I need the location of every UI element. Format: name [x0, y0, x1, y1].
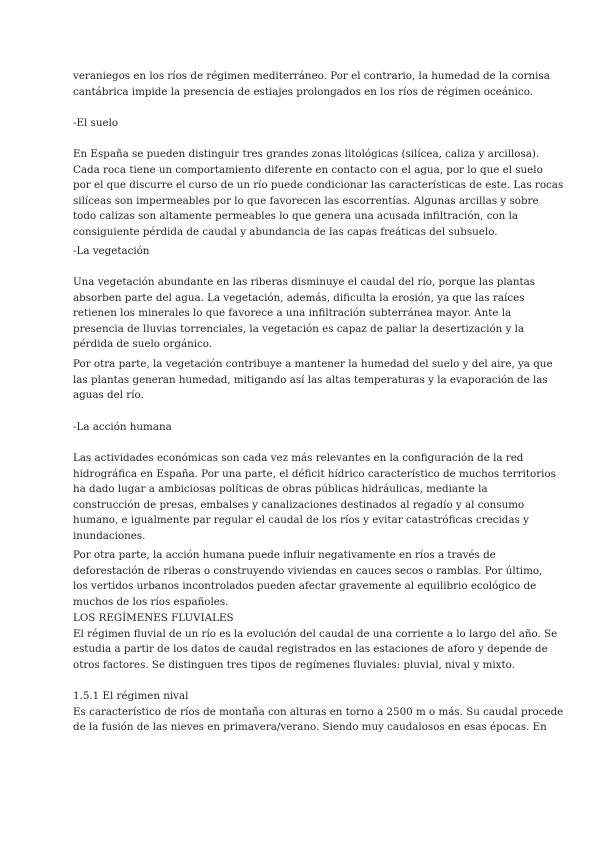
- text-line: El régimen fluvial de un río es la evolución del caudal de una corriente a lo largo del año. Se: [73, 627, 558, 640]
- paragraph-suelo: [73, 147, 564, 241]
- text-line: retienen los minerales lo que favorece a una infiltración subterránea mayor. Ante la: [73, 307, 512, 320]
- section-regimen-nival: [73, 689, 564, 736]
- section-heading: LOS REGÍMENES FLUVIALES: [73, 612, 234, 624]
- text-line: Las actividades económicas son cada vez más relevantes en la configuración de la red: [73, 452, 524, 464]
- text-line: Una vegetación abundante en las riberas disminuye el caudal del río, porque las plantas: [73, 276, 536, 288]
- text-line: humano, e igualmente par regular el caudal de los ríos y evitar catastróficas crecidas y: [73, 514, 529, 527]
- text-line: presencia de lluvias torrenciales, la vegetación es capaz de paliar la desertización y la: [73, 322, 525, 335]
- heading-text: -La vegetación: [73, 245, 150, 257]
- heading-text: -El suelo: [73, 117, 119, 129]
- text-line: estudia a partir de los datos de caudal registrados en las estaciones de aforo y depende de: [73, 643, 548, 656]
- text-line: ha dado lugar a ambiciosas políticas de obras públicas hidráulicas, mediante la: [73, 483, 488, 496]
- heading-text: -La acción humana: [73, 421, 172, 433]
- heading-la-vegetacion: [73, 244, 533, 260]
- text-line: Por otra parte, la acción humana puede influir negativamente en ríos a través de: [73, 549, 496, 561]
- text-line: hidrográfica en España. Por una parte, el déficit hídrico característico de muchos territorios: [73, 467, 556, 480]
- section-heading: 1.5.1 El régimen nival: [73, 690, 189, 702]
- text-line: Es característico de ríos de montaña con alturas en torno a 2500 m o más. Su caudal procede: [73, 705, 564, 718]
- text-line: Cada roca tiene un comportamiento diferente en contacto con el agua, por lo que el suelo: [73, 163, 543, 176]
- text-line: las plantas generan humedad, mitigando así las altas temperaturas y la evaporación de las: [73, 373, 548, 386]
- text-line: los vertidos urbanos incontrolados pueden afectar gravemente al equilibrio ecológico de: [73, 580, 537, 593]
- text-line: absorben parte del agua. La vegetación, además, dificulta la erosión, ya que las raíces: [73, 291, 525, 304]
- text-line: consiguiente pérdida de caudal y abundancia de las capas freáticas del subsuelo.: [73, 225, 498, 238]
- paragraph-accion-humana-2: [73, 548, 543, 610]
- text-line: veraniegos en los ríos de régimen mediterráneo. Por el contrario, la humedad de la cornisa: [73, 70, 550, 82]
- text-line: inundaciones.: [73, 529, 146, 542]
- text-line: otros factores. Se distinguen tres tipos de regímenes fluviales: pluvial, nival y mixto.: [73, 658, 515, 671]
- text-line: deforestación de riberas o construyendo viviendas en cauces secos o ramblas. Por último,: [73, 564, 543, 577]
- text-line: aguas del río.: [73, 389, 144, 402]
- section-regimenes-fluviales: [73, 611, 558, 673]
- heading-la-accion-humana: [73, 420, 533, 436]
- paragraph-vegetacion-1: [73, 275, 536, 353]
- text-line: silíceas son impermeables por lo que favorecen las escorrentías. Algunas arcillas y sobre: [73, 194, 539, 207]
- text-line: En España se pueden distinguir tres grandes zonas litológicas (silícea, caliza y arcillosa).: [73, 148, 540, 160]
- text-line: de la fusión de las nieves en primavera/verano. Siendo muy caudalosos en esas épocas. En: [73, 721, 547, 734]
- paragraph-accion-humana-1: [73, 451, 556, 545]
- text-line: muchos de los ríos españoles.: [73, 595, 229, 608]
- text-line: pérdida de suelo orgánico.: [73, 338, 213, 351]
- text-line: Por otra parte, la vegetación contribuye a mantener la humedad del suelo y del aire, ya que: [73, 358, 553, 370]
- paragraph-mediterraneo: [73, 69, 550, 100]
- text-line: todo calizas son altamente permeables lo que genera una acusada infiltración, con la: [73, 210, 519, 223]
- text-line: por el que discurre el curso de un río puede condicionar las características de este. Las rocas: [73, 179, 564, 192]
- text-line: construcción de presas, embalses y canalizaciones destinados al regadío y al consumo: [73, 498, 525, 511]
- paragraph-vegetacion-2: [73, 357, 553, 404]
- heading-el-suelo: [73, 116, 533, 132]
- text-line: cantábrica impide la presencia de estiajes prolongados en los ríos de régimen oceánico.: [73, 85, 533, 98]
